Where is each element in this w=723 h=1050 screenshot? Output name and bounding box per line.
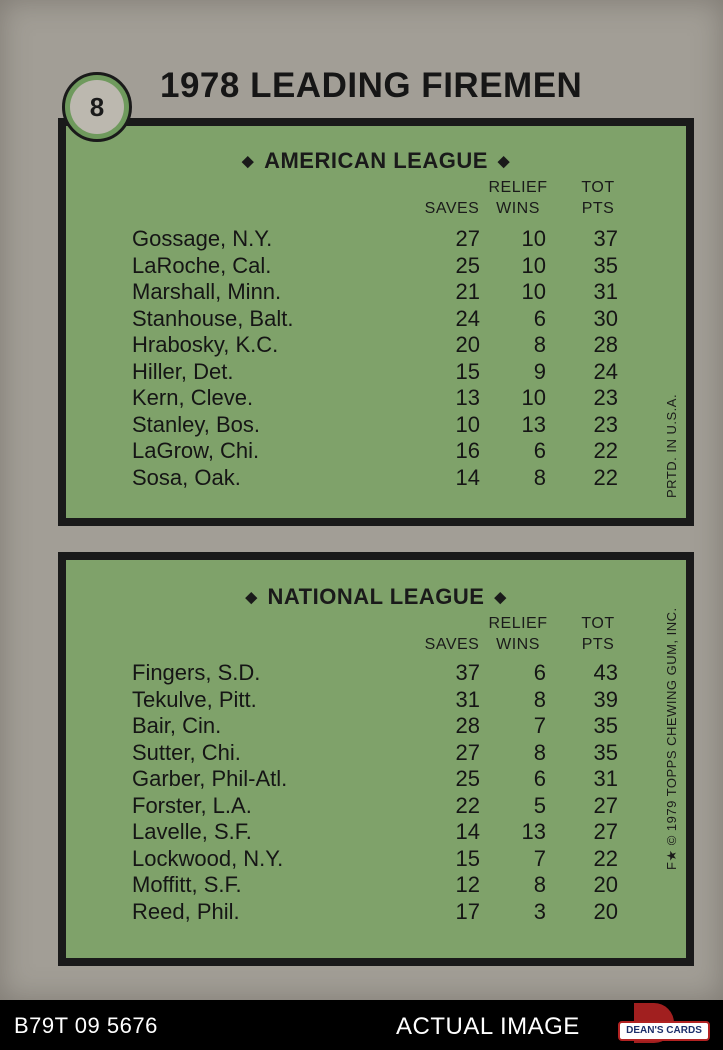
diamond-icon: ◆ <box>242 153 255 170</box>
total-points-value: 43 <box>593 660 618 685</box>
national-league-field <box>66 560 686 958</box>
diamond-icon: ◆ <box>245 589 258 606</box>
total-points-value: 20 <box>593 872 618 897</box>
saves-value: 14 <box>455 819 480 844</box>
relief-wins-value: 7 <box>533 845 546 871</box>
total-points-value: 22 <box>593 438 618 463</box>
diamond-icon: ◆ <box>497 153 510 170</box>
total-points-value: 30 <box>593 305 618 331</box>
player-row <box>66 438 686 465</box>
player-row <box>66 412 686 439</box>
total-points-value: 35 <box>593 252 618 278</box>
player-name: Moffitt, S.F. <box>132 872 242 897</box>
relief-wins-value: 13 <box>521 411 546 437</box>
saves-value: 14 <box>455 464 480 490</box>
player-row <box>66 385 686 412</box>
deans-cards-logo <box>604 1003 712 1047</box>
total-points-value: 31 <box>593 279 618 304</box>
player-name: Garber, Phil-Atl. <box>132 766 288 791</box>
national-league-table <box>66 660 686 925</box>
relief-wins-value: 6 <box>533 305 546 331</box>
relief-wins-value: 9 <box>533 358 546 384</box>
saves-value: 21 <box>455 279 480 304</box>
player-row <box>66 465 686 492</box>
saves-column-header: SAVES <box>424 636 480 653</box>
relief-wins-value: 10 <box>521 279 546 304</box>
player-name: Tekulve, Pitt. <box>132 686 257 712</box>
relief-wins-value: 8 <box>533 464 546 490</box>
relief-wins-value: 8 <box>533 739 546 765</box>
printed-in-usa-text: PRTD. IN U.S.A. <box>664 393 679 498</box>
national-league-heading <box>66 584 686 610</box>
saves-value: 37 <box>455 660 480 685</box>
american-league-title: AMERICAN LEAGUE <box>264 148 488 173</box>
saves-value: 17 <box>455 898 480 924</box>
saves-column-header: SAVES <box>424 200 480 217</box>
saves-value: 13 <box>455 385 480 410</box>
logo-text: DEAN'S CARDS <box>618 1021 710 1041</box>
relief-wins-value: 8 <box>533 872 546 897</box>
total-points-value: 37 <box>593 226 618 251</box>
player-name: Bair, Cin. <box>132 713 222 738</box>
player-name: Reed, Phil. <box>132 898 240 924</box>
saves-value: 25 <box>455 252 480 278</box>
total-points-value: 28 <box>593 332 618 357</box>
relief-wins-value: 10 <box>521 252 546 278</box>
saves-value: 15 <box>455 358 480 384</box>
saves-value: 27 <box>455 739 480 765</box>
relief-wins-value: 13 <box>521 819 546 844</box>
player-row <box>66 359 686 386</box>
american-league-heading <box>66 148 686 174</box>
player-row <box>66 872 686 899</box>
total-points-value: 22 <box>593 464 618 490</box>
copyright-text: F★ © 1979 TOPPS CHEWING GUM, INC. <box>664 607 679 870</box>
player-name: Marshall, Minn. <box>132 279 282 304</box>
total-points-column-header: TOT PTS <box>581 179 615 217</box>
relief-wins-value: 6 <box>533 766 546 791</box>
american-league-panel <box>58 118 694 526</box>
saves-value: 25 <box>455 766 480 791</box>
relief-wins-value: 7 <box>533 713 546 738</box>
player-row <box>66 660 686 687</box>
saves-value: 22 <box>455 792 480 818</box>
relief-wins-value: 5 <box>533 792 546 818</box>
total-points-value: 39 <box>593 686 618 712</box>
relief-wins-value: 3 <box>533 898 546 924</box>
player-name: Sosa, Oak. <box>132 464 241 490</box>
saves-value: 16 <box>455 438 480 463</box>
relief-wins-column-header: RELIEF WINS <box>488 179 548 217</box>
player-name: Stanhouse, Balt. <box>132 305 294 331</box>
player-row <box>66 819 686 846</box>
player-row <box>66 687 686 714</box>
relief-wins-value: 10 <box>521 385 546 410</box>
card-number-badge <box>62 72 132 142</box>
player-name: Sutter, Chi. <box>132 739 241 765</box>
player-name: Forster, L.A. <box>132 792 252 818</box>
saves-value: 10 <box>455 411 480 437</box>
relief-wins-value: 8 <box>533 686 546 712</box>
american-league-field <box>66 126 686 518</box>
footer-bar <box>0 1000 723 1050</box>
player-row <box>66 740 686 767</box>
player-row <box>66 713 686 740</box>
player-row <box>66 306 686 333</box>
player-row <box>66 279 686 306</box>
player-name: Hrabosky, K.C. <box>132 332 279 357</box>
card-number: 8 <box>70 80 124 134</box>
saves-value: 15 <box>455 845 480 871</box>
player-name: Gossage, N.Y. <box>132 226 273 251</box>
total-points-value: 27 <box>593 819 618 844</box>
saves-value: 31 <box>455 686 480 712</box>
player-name: Hiller, Det. <box>132 358 234 384</box>
total-points-value: 24 <box>593 358 618 384</box>
total-points-column-header: TOT PTS <box>581 615 615 653</box>
saves-value: 20 <box>455 332 480 357</box>
player-name: Kern, Cleve. <box>132 385 254 410</box>
relief-wins-value: 6 <box>533 660 546 685</box>
saves-value: 27 <box>455 226 480 251</box>
american-league-table <box>66 226 686 491</box>
total-points-value: 27 <box>593 792 618 818</box>
total-points-value: 22 <box>593 845 618 871</box>
total-points-value: 35 <box>593 713 618 738</box>
player-row <box>66 253 686 280</box>
total-points-value: 31 <box>593 766 618 791</box>
player-row <box>66 846 686 873</box>
national-league-title: NATIONAL LEAGUE <box>267 584 485 609</box>
player-row <box>66 226 686 253</box>
national-league-panel <box>58 552 694 966</box>
player-name: LaRoche, Cal. <box>132 252 272 278</box>
relief-wins-column-header: RELIEF WINS <box>488 615 548 653</box>
relief-wins-value: 6 <box>533 438 546 463</box>
player-name: Lavelle, S.F. <box>132 819 252 844</box>
player-row <box>66 793 686 820</box>
player-row <box>66 332 686 359</box>
player-name: LaGrow, Chi. <box>132 438 260 463</box>
saves-value: 28 <box>455 713 480 738</box>
player-row <box>66 899 686 926</box>
player-name: Fingers, S.D. <box>132 660 261 685</box>
player-name: Stanley, Bos. <box>132 411 260 437</box>
card-title: 1978 LEADING FIREMEN <box>160 66 583 105</box>
player-name: Lockwood, N.Y. <box>132 845 284 871</box>
player-row <box>66 766 686 793</box>
relief-wins-value: 8 <box>533 332 546 357</box>
total-points-value: 35 <box>593 739 618 765</box>
inventory-code: B79T 09 5676 <box>14 1013 158 1038</box>
actual-image-label: ACTUAL IMAGE <box>396 1013 580 1040</box>
diamond-icon: ◆ <box>494 589 507 606</box>
saves-value: 24 <box>455 305 480 331</box>
relief-wins-value: 10 <box>521 226 546 251</box>
total-points-value: 23 <box>593 385 618 410</box>
total-points-value: 20 <box>593 898 618 924</box>
saves-value: 12 <box>455 872 480 897</box>
total-points-value: 23 <box>593 411 618 437</box>
